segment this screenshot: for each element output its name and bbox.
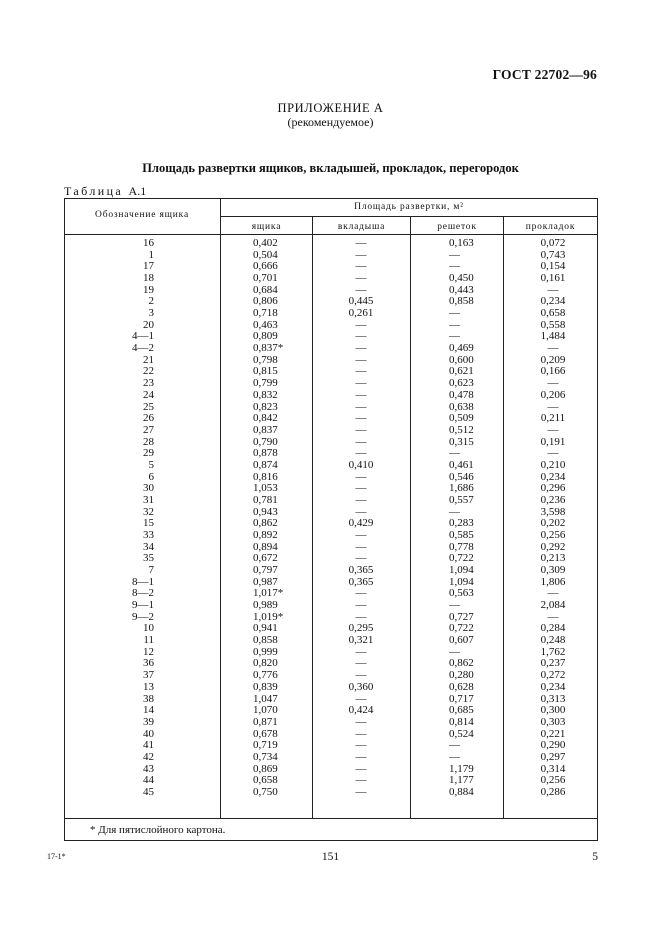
cell-pad-area: 1,806 <box>540 575 566 588</box>
table-row <box>0 682 661 694</box>
cell-box-area: 0,718 <box>253 307 278 320</box>
cell-pad-area: 2,084 <box>540 599 566 612</box>
cell-insert-area: — <box>355 237 367 249</box>
cell-grid-area: 0,283 <box>449 517 474 530</box>
cell-insert-area: — <box>355 342 367 355</box>
cell-grid-area: 0,638 <box>449 400 474 413</box>
cell-pad-area: — <box>547 610 559 623</box>
cell-insert-area: — <box>355 610 367 623</box>
cell-box-area: 0,776 <box>253 669 278 682</box>
cell-grid-area: 0,512 <box>449 423 474 436</box>
cell-pad-area: 0,210 <box>540 458 566 471</box>
cell-box-area: 0,798 <box>253 353 278 366</box>
cell-grid-area: — <box>449 739 460 752</box>
cell-box-area: 0,869 <box>253 762 278 775</box>
cell-grid-area: 1,179 <box>449 762 474 775</box>
cell-box-area: 0,839 <box>253 680 278 693</box>
cell-grid-area: 0,557 <box>449 493 474 506</box>
cell-pad-area: 0,303 <box>540 715 566 728</box>
cell-box-area: 0,989 <box>253 599 278 612</box>
cell-designation: 8—2 <box>132 587 154 600</box>
cell-designation: 22 <box>143 365 154 378</box>
cell-pad-area: 0,236 <box>540 493 566 506</box>
cell-insert-area: — <box>355 529 367 541</box>
cell-designation: 5 <box>148 458 154 471</box>
cell-insert-area: — <box>355 762 367 775</box>
cell-insert-area: — <box>355 645 367 658</box>
cell-designation: 18 <box>143 272 154 285</box>
appendix-title: ПРИЛОЖЕНИЕ А <box>277 101 384 115</box>
cell-grid-area: 1,686 <box>449 482 474 495</box>
cell-insert-area: — <box>355 330 367 343</box>
cell-designation: 20 <box>143 318 154 331</box>
cell-pad-area: 0,292 <box>540 540 566 553</box>
cell-box-area: 0,943 <box>253 505 278 518</box>
cell-designation: 41 <box>143 739 154 752</box>
cell-grid-area: — <box>449 505 460 518</box>
cell-insert-area: — <box>355 587 367 600</box>
cell-insert-area: — <box>355 353 367 366</box>
cell-designation: 17 <box>143 260 154 273</box>
cell-pad-area: 0,209 <box>540 353 566 366</box>
cell-box-area: 0,806 <box>253 295 278 308</box>
table-row <box>0 437 661 449</box>
cell-grid-area: 0,315 <box>449 435 474 448</box>
cell-insert-area: — <box>355 318 367 331</box>
cell-box-area: 0,734 <box>253 750 278 763</box>
cell-pad-area: 0,558 <box>540 318 566 331</box>
cell-grid-area: 0,469 <box>449 342 474 355</box>
column-header-grid: решеток <box>437 222 477 232</box>
table-row <box>0 413 661 425</box>
cell-designation: 29 <box>143 447 154 460</box>
cell-grid-area: 0,814 <box>449 715 474 728</box>
cell-box-area: 0,790 <box>253 435 278 448</box>
cell-designation: 26 <box>143 412 154 425</box>
cell-grid-area: 0,621 <box>449 365 474 378</box>
cell-grid-area: 0,600 <box>449 353 474 366</box>
cell-designation: 39 <box>143 715 154 728</box>
cell-insert-area: 0,365 <box>348 564 374 577</box>
cell-box-area: 1,053 <box>253 482 278 495</box>
cell-box-area: 0,678 <box>253 727 278 740</box>
table-row <box>0 273 661 285</box>
cell-pad-area: 0,314 <box>540 762 566 775</box>
cell-insert-area: — <box>355 669 367 682</box>
cell-insert-area: — <box>355 248 367 261</box>
cell-designation: 21 <box>143 353 154 366</box>
cell-box-area: 0,823 <box>253 400 278 413</box>
cell-grid-area: 0,685 <box>449 704 474 717</box>
cell-designation: 12 <box>143 645 154 658</box>
footer-sheet-mark: 17-1* <box>47 852 66 861</box>
cell-box-area: 0,684 <box>253 283 278 296</box>
table-row <box>0 577 661 589</box>
cell-box-area: 0,816 <box>253 470 278 483</box>
cell-designation: 1 <box>148 248 154 261</box>
cell-grid-area: 0,722 <box>449 552 474 565</box>
cell-insert-area: 0,429 <box>348 517 374 530</box>
cell-designation: 4—1 <box>132 330 154 343</box>
standard-number: ГОСТ 22702—96 <box>492 67 597 82</box>
cell-grid-area: 0,727 <box>449 610 474 623</box>
cell-pad-area: 0,658 <box>540 307 566 320</box>
cell-grid-area: 0,163 <box>449 237 474 249</box>
cell-designation: 14 <box>143 704 154 717</box>
cell-box-area: 0,809 <box>253 330 278 343</box>
cell-box-area: 0,504 <box>253 248 278 261</box>
table-row <box>0 600 661 612</box>
cell-pad-area: 1,762 <box>540 645 566 658</box>
cell-pad-area: — <box>547 423 559 436</box>
cell-designation: 32 <box>143 505 154 518</box>
cell-grid-area: — <box>449 447 460 460</box>
cell-box-area: 1,017* <box>253 587 284 600</box>
cell-grid-area: 0,546 <box>449 470 474 483</box>
cell-pad-area: 0,313 <box>540 692 566 705</box>
cell-insert-area: — <box>355 727 367 740</box>
cell-pad-area: — <box>547 342 559 355</box>
cell-designation: 24 <box>143 388 154 401</box>
cell-box-area: 0,832 <box>253 388 278 401</box>
cell-grid-area: 0,862 <box>449 657 474 670</box>
cell-designation: 25 <box>143 400 154 413</box>
cell-box-area: 0,701 <box>253 272 278 285</box>
cell-box-area: 0,719 <box>253 739 278 752</box>
table-label <box>64 184 146 199</box>
cell-box-area: 0,837 <box>253 423 278 436</box>
cell-insert-area: — <box>355 552 367 565</box>
cell-grid-area: 0,628 <box>449 680 474 693</box>
cell-box-area: 0,941 <box>253 622 278 635</box>
cell-designation: 15 <box>143 517 154 530</box>
cell-insert-area: 0,445 <box>348 295 374 308</box>
cell-pad-area: 0,191 <box>540 435 566 448</box>
cell-pad-area: 0,300 <box>540 704 566 717</box>
cell-box-area: 0,463 <box>253 318 278 331</box>
cell-box-area: 0,799 <box>253 377 278 390</box>
cell-pad-area: — <box>547 587 559 600</box>
cell-grid-area: 0,280 <box>449 669 474 682</box>
table-row <box>0 366 661 378</box>
cell-pad-area: 0,154 <box>540 260 566 273</box>
cell-designation: 30 <box>143 482 154 495</box>
cell-designation: 9—1 <box>132 599 154 612</box>
cell-grid-area: — <box>449 248 460 261</box>
cell-grid-area: 0,461 <box>449 458 474 471</box>
cell-pad-area: 0,213 <box>540 552 566 565</box>
cell-box-area: 0,402 <box>253 237 278 249</box>
cell-box-area: 0,797 <box>253 564 278 577</box>
cell-insert-area: — <box>355 272 367 285</box>
cell-insert-area: — <box>355 540 367 553</box>
cell-pad-area: 0,237 <box>540 657 566 670</box>
cell-pad-area: 0,256 <box>540 774 566 787</box>
cell-insert-area: — <box>355 388 367 401</box>
cell-insert-area: — <box>355 365 367 378</box>
cell-grid-area: — <box>449 330 460 343</box>
cell-insert-area: — <box>355 412 367 425</box>
table-row <box>0 331 661 343</box>
header-divider-group <box>220 216 597 217</box>
cell-pad-area: 0,202 <box>540 517 566 530</box>
cell-designation: 45 <box>143 785 154 798</box>
cell-pad-area: 0,248 <box>540 634 566 647</box>
cell-insert-area: — <box>355 715 367 728</box>
section-heading: Площадь развертки ящиков, вкладышей, прокладок, перегородок <box>142 161 519 175</box>
cell-insert-area: 0,410 <box>348 458 374 471</box>
cell-insert-area: — <box>355 400 367 413</box>
cell-designation: 16 <box>143 237 154 249</box>
cell-insert-area: — <box>355 447 367 460</box>
cell-grid-area: 0,778 <box>449 540 474 553</box>
cell-box-area: 0,871 <box>253 715 278 728</box>
table-row <box>0 390 661 402</box>
cell-grid-area: — <box>449 307 460 320</box>
cell-designation: 4—2 <box>132 342 154 355</box>
cell-designation: 8—1 <box>132 575 154 588</box>
cell-insert-area: — <box>355 470 367 483</box>
cell-pad-area: 0,290 <box>540 739 566 752</box>
cell-pad-area: — <box>547 283 559 296</box>
cell-pad-area: 0,286 <box>540 785 566 798</box>
cell-grid-area: — <box>449 750 460 763</box>
table-row <box>0 425 661 437</box>
cell-grid-area: 0,607 <box>449 634 474 647</box>
cell-insert-area: — <box>355 260 367 273</box>
footer-right-number: 5 <box>592 851 598 863</box>
cell-box-area: 0,750 <box>253 785 278 798</box>
table-label-word: Таблица <box>64 184 124 198</box>
table-row <box>0 717 661 729</box>
cell-designation: 33 <box>143 529 154 541</box>
cell-insert-area: — <box>355 283 367 296</box>
cell-pad-area: 0,297 <box>540 750 566 763</box>
cell-insert-area: — <box>355 505 367 518</box>
cell-pad-area: 0,072 <box>540 237 566 249</box>
cell-insert-area: 0,365 <box>348 575 374 588</box>
cell-insert-area: — <box>355 493 367 506</box>
cell-designation: 7 <box>148 564 154 577</box>
cell-box-area: 0,874 <box>253 458 278 471</box>
cell-pad-area: 3,598 <box>540 505 566 518</box>
cell-insert-area: — <box>355 482 367 495</box>
cell-designation: 10 <box>143 622 154 635</box>
cell-box-area: 0,837* <box>253 342 284 355</box>
cell-grid-area: — <box>449 318 460 331</box>
cell-designation: 31 <box>143 493 154 506</box>
cell-designation: 40 <box>143 727 154 740</box>
cell-designation: 11 <box>143 634 154 647</box>
footnote-divider <box>64 818 598 819</box>
column-header-insert: вкладыша <box>337 222 386 232</box>
cell-insert-area: 0,321 <box>348 634 374 647</box>
cell-pad-area: 0,296 <box>540 482 566 495</box>
cell-pad-area: 0,161 <box>540 272 566 285</box>
cell-grid-area: 0,478 <box>449 388 474 401</box>
cell-designation: 38 <box>143 692 154 705</box>
cell-box-area: 0,781 <box>253 493 278 506</box>
cell-pad-area: 0,284 <box>540 622 566 635</box>
cell-insert-area: 0,424 <box>348 704 374 717</box>
table-row <box>0 530 661 542</box>
cell-designation: 9—2 <box>132 610 154 623</box>
cell-designation: 13 <box>143 680 154 693</box>
cell-insert-area: — <box>355 785 367 798</box>
footer-page-number: 151 <box>321 851 340 863</box>
column-header-area-group: Площадь развертки, м² <box>354 202 464 212</box>
cell-pad-area: 0,234 <box>540 470 566 483</box>
cell-designation: 23 <box>143 377 154 390</box>
cell-pad-area: — <box>547 377 559 390</box>
cell-box-area: 0,894 <box>253 540 278 553</box>
cell-designation: 2 <box>148 295 154 308</box>
cell-designation: 6 <box>148 470 154 483</box>
table-label-number: А.1 <box>128 184 147 198</box>
table-row <box>0 308 661 320</box>
table-row <box>0 752 661 764</box>
cell-pad-area: 0,272 <box>540 669 566 682</box>
cell-grid-area: 0,858 <box>449 295 474 308</box>
cell-insert-area: 0,261 <box>348 307 374 320</box>
cell-designation: 28 <box>143 435 154 448</box>
cell-grid-area: 0,717 <box>449 692 474 705</box>
table-footnote: * Для пятислойного картона. <box>90 824 226 836</box>
cell-box-area: 0,999 <box>253 645 278 658</box>
cell-pad-area: 0,206 <box>540 388 566 401</box>
cell-insert-area: — <box>355 423 367 436</box>
cell-grid-area: 1,094 <box>449 564 474 577</box>
cell-box-area: 0,666 <box>253 260 278 273</box>
cell-grid-area: 0,884 <box>449 785 474 798</box>
appendix-subtitle: (рекомендуемое) <box>287 115 374 129</box>
cell-pad-area: 0,309 <box>540 564 566 577</box>
cell-insert-area: — <box>355 774 367 787</box>
cell-insert-area: — <box>355 657 367 670</box>
cell-grid-area: — <box>449 599 460 612</box>
cell-grid-area: 0,509 <box>449 412 474 425</box>
cell-grid-area: 0,722 <box>449 622 474 635</box>
cell-pad-area: 0,234 <box>540 295 566 308</box>
cell-box-area: 0,858 <box>253 634 278 647</box>
cell-box-area: 0,878 <box>253 447 278 460</box>
cell-pad-area: 0,743 <box>540 248 566 261</box>
table-row <box>0 565 661 577</box>
cell-designation: 37 <box>143 669 154 682</box>
cell-grid-area: — <box>449 260 460 273</box>
header-divider-bottom <box>64 234 598 235</box>
cell-insert-area: — <box>355 435 367 448</box>
cell-box-area: 0,820 <box>253 657 278 670</box>
table-row <box>0 787 661 799</box>
cell-box-area: 0,892 <box>253 529 278 541</box>
cell-grid-area: 1,177 <box>449 774 474 787</box>
cell-pad-area: — <box>547 447 559 460</box>
cell-pad-area: 0,166 <box>540 365 566 378</box>
cell-designation: 42 <box>143 750 154 763</box>
cell-designation: 3 <box>148 307 154 320</box>
cell-insert-area: — <box>355 377 367 390</box>
cell-designation: 43 <box>143 762 154 775</box>
cell-insert-area: 0,360 <box>348 680 374 693</box>
cell-box-area: 0,815 <box>253 365 278 378</box>
cell-box-area: 1,019* <box>253 610 284 623</box>
cell-insert-area: — <box>355 692 367 705</box>
cell-designation: 35 <box>143 552 154 565</box>
cell-grid-area: 0,524 <box>449 727 474 740</box>
table-row <box>0 495 661 507</box>
column-header-box: ящика <box>251 222 282 232</box>
cell-insert-area: — <box>355 750 367 763</box>
column-header-pad: прокладок <box>525 222 576 232</box>
cell-insert-area: 0,295 <box>348 622 374 635</box>
cell-designation: 44 <box>143 774 154 787</box>
cell-box-area: 0,658 <box>253 774 278 787</box>
table-row <box>0 460 661 472</box>
cell-pad-area: 0,211 <box>540 412 566 425</box>
column-header-designation: Обозначение ящика <box>95 210 189 220</box>
cell-grid-area: 0,450 <box>449 272 474 285</box>
table-row <box>0 238 661 250</box>
cell-box-area: 0,862 <box>253 517 278 530</box>
cell-box-area: 0,987 <box>253 575 278 588</box>
cell-grid-area: 0,443 <box>449 283 474 296</box>
cell-grid-area: — <box>449 645 460 658</box>
cell-box-area: 0,842 <box>253 412 278 425</box>
cell-designation: 19 <box>143 283 154 296</box>
cell-grid-area: 0,563 <box>449 587 474 600</box>
cell-box-area: 1,070 <box>253 704 278 717</box>
cell-pad-area: — <box>547 400 559 413</box>
cell-pad-area: 0,221 <box>540 727 566 740</box>
cell-box-area: 0,672 <box>253 552 278 565</box>
cell-designation: 27 <box>143 423 154 436</box>
cell-pad-area: 0,234 <box>540 680 566 693</box>
cell-grid-area: 0,623 <box>449 377 474 390</box>
cell-insert-area: — <box>355 739 367 752</box>
cell-designation: 34 <box>143 540 154 553</box>
cell-grid-area: 1,094 <box>449 575 474 588</box>
cell-grid-area: 0,585 <box>449 529 474 541</box>
cell-designation: 36 <box>143 657 154 670</box>
cell-pad-area: 0,256 <box>540 529 566 541</box>
cell-pad-area: 1,484 <box>540 330 566 343</box>
cell-insert-area: — <box>355 599 367 612</box>
cell-box-area: 1,047 <box>253 692 278 705</box>
